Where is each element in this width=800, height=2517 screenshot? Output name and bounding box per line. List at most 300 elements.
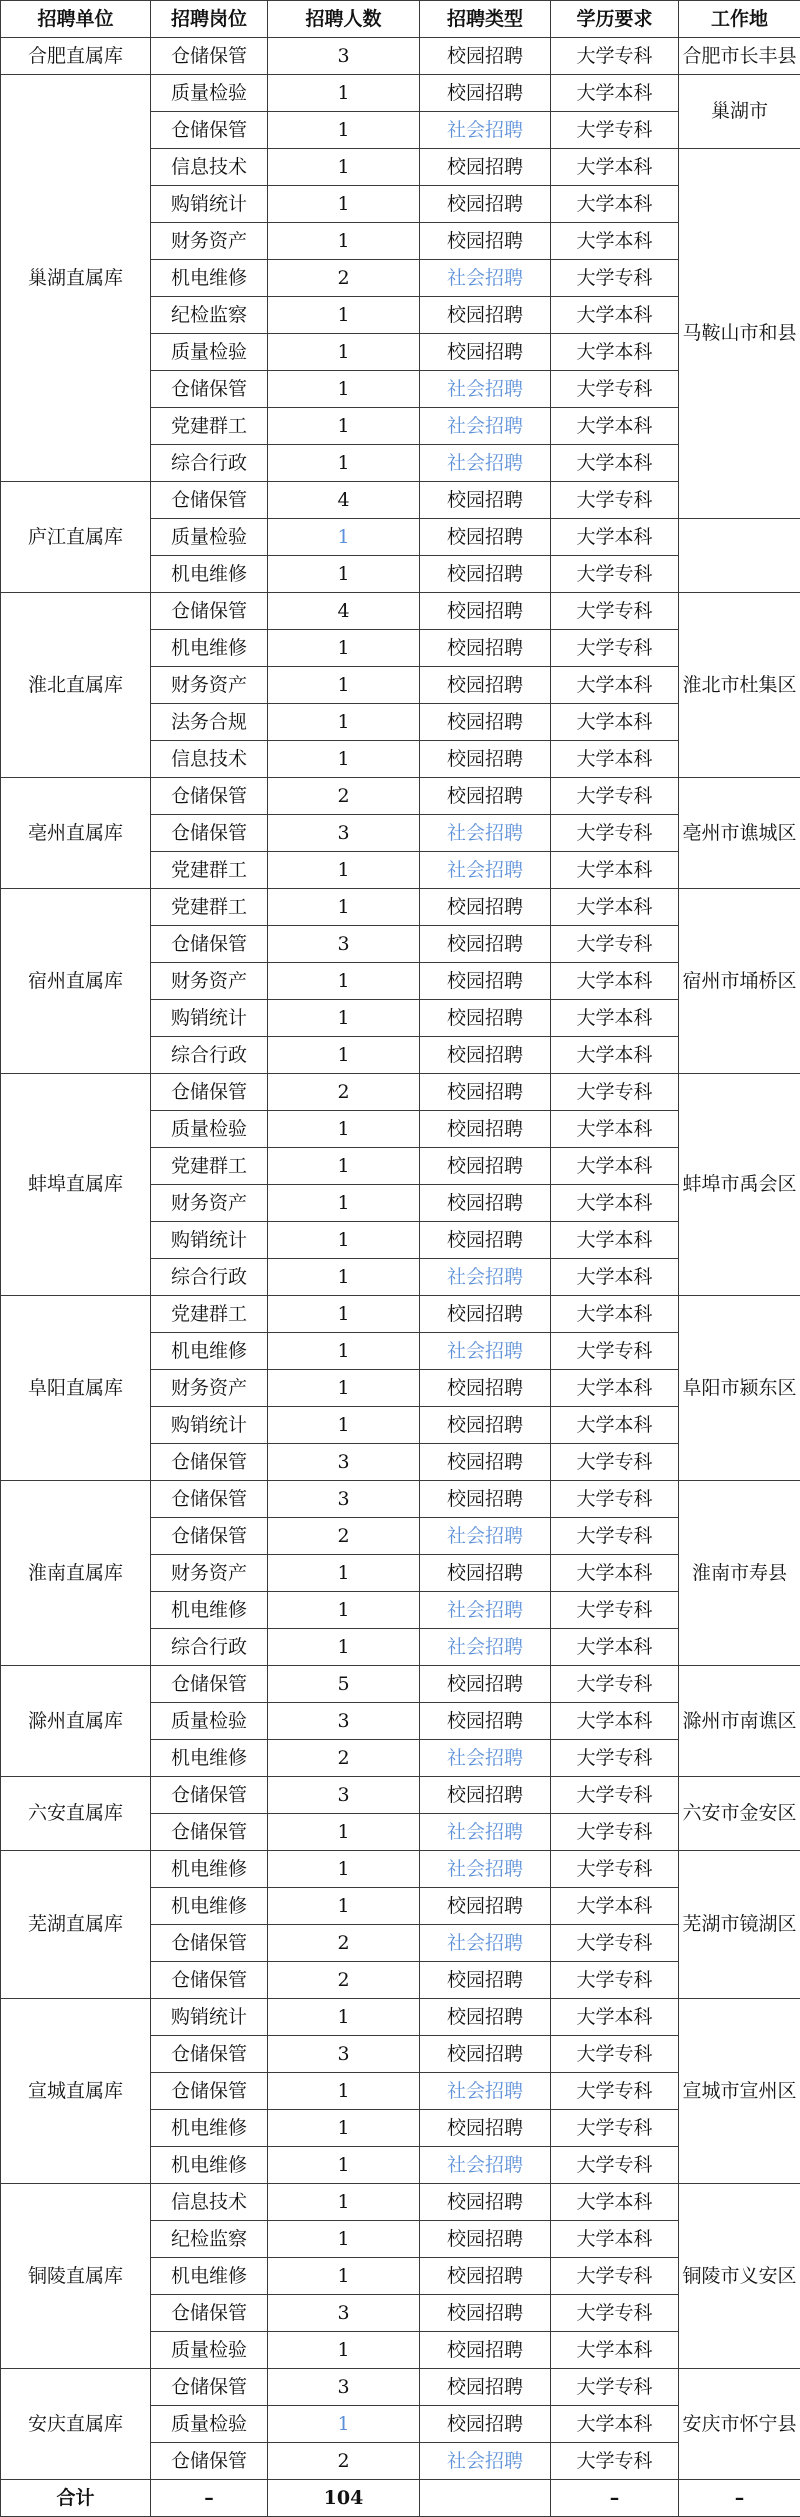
type-cell: 校园招聘 <box>420 1296 551 1333</box>
type-cell: 社会招聘 <box>420 1851 551 1888</box>
education-cell: 大学本科 <box>551 1296 679 1333</box>
type-cell: 校园招聘 <box>420 1703 551 1740</box>
count-cell: 1 <box>268 1111 420 1148</box>
education-cell: 大学专科 <box>551 2295 679 2332</box>
education-cell: 大学本科 <box>551 1407 679 1444</box>
education-cell: 大学专科 <box>551 2147 679 2184</box>
count-cell: 4 <box>268 482 420 519</box>
education-cell: 大学专科 <box>551 1851 679 1888</box>
education-cell: 大学本科 <box>551 334 679 371</box>
count-cell: 3 <box>268 2369 420 2406</box>
education-cell: 大学专科 <box>551 1444 679 1481</box>
education-cell: 大学专科 <box>551 1962 679 1999</box>
post-cell: 购销统计 <box>151 1999 268 2036</box>
count-cell: 3 <box>268 2295 420 2332</box>
post-cell: 机电维修 <box>151 260 268 297</box>
type-cell: 社会招聘 <box>420 408 551 445</box>
unit-cell: 宿州直属库 <box>1 889 151 1074</box>
education-cell: 大学专科 <box>551 593 679 630</box>
type-cell: 校园招聘 <box>420 667 551 704</box>
type-cell: 社会招聘 <box>420 1814 551 1851</box>
count-cell: 3 <box>268 2036 420 2073</box>
table-body <box>1 38 800 2480</box>
post-cell: 法务合规 <box>151 704 268 741</box>
location-cell: 蚌埠市禹会区 <box>679 1074 800 1296</box>
education-cell: 大学专科 <box>551 260 679 297</box>
count-cell: 3 <box>268 1703 420 1740</box>
type-cell: 校园招聘 <box>420 593 551 630</box>
post-cell: 仓储保管 <box>151 38 268 75</box>
unit-cell: 巢湖直属库 <box>1 75 151 482</box>
header-post: 招聘岗位 <box>151 1 268 38</box>
total-count: 104 <box>268 2480 420 2517</box>
type-cell: 校园招聘 <box>420 149 551 186</box>
post-cell: 综合行政 <box>151 445 268 482</box>
type-cell: 校园招聘 <box>420 186 551 223</box>
header-unit: 招聘单位 <box>1 1 151 38</box>
unit-cell: 安庆直属库 <box>1 2369 151 2480</box>
post-cell: 党建群工 <box>151 408 268 445</box>
count-cell: 1 <box>268 1148 420 1185</box>
count-cell: 4 <box>268 593 420 630</box>
education-cell: 大学专科 <box>551 1518 679 1555</box>
education-cell: 大学本科 <box>551 223 679 260</box>
post-cell: 仓储保管 <box>151 2369 268 2406</box>
unit-cell: 阜阳直属库 <box>1 1296 151 1481</box>
education-cell: 大学专科 <box>551 630 679 667</box>
education-cell: 大学本科 <box>551 1259 679 1296</box>
count-cell: 1 <box>268 1407 420 1444</box>
post-cell: 质量检验 <box>151 75 268 112</box>
count-cell: 1 <box>268 1333 420 1370</box>
total-label: 合计 <box>1 2480 151 2517</box>
education-cell: 大学专科 <box>551 482 679 519</box>
education-cell: 大学专科 <box>551 2036 679 2073</box>
type-cell: 校园招聘 <box>420 889 551 926</box>
count-cell: 1 <box>268 2073 420 2110</box>
post-cell: 购销统计 <box>151 1000 268 1037</box>
education-cell: 大学本科 <box>551 1888 679 1925</box>
count-cell: 2 <box>268 1074 420 1111</box>
education-cell: 大学本科 <box>551 2221 679 2258</box>
education-cell: 大学本科 <box>551 149 679 186</box>
count-cell: 2 <box>268 1740 420 1777</box>
count-cell: 1 <box>268 1185 420 1222</box>
location-cell: 淮北市杜集区 <box>679 593 800 778</box>
count-cell: 3 <box>268 1444 420 1481</box>
count-cell: 2 <box>268 1962 420 1999</box>
post-cell: 综合行政 <box>151 1037 268 1074</box>
type-cell: 校园招聘 <box>420 2295 551 2332</box>
type-cell: 社会招聘 <box>420 371 551 408</box>
count-cell: 1 <box>268 2184 420 2221</box>
type-cell: 校园招聘 <box>420 2369 551 2406</box>
count-cell: 1 <box>268 2258 420 2295</box>
post-cell: 信息技术 <box>151 149 268 186</box>
post-cell: 纪检监察 <box>151 297 268 334</box>
education-cell: 大学本科 <box>551 1148 679 1185</box>
type-cell: 校园招聘 <box>420 926 551 963</box>
type-cell: 社会招聘 <box>420 1333 551 1370</box>
education-cell: 大学专科 <box>551 112 679 149</box>
type-cell: 校园招聘 <box>420 519 551 556</box>
post-cell: 仓储保管 <box>151 593 268 630</box>
education-cell: 大学本科 <box>551 889 679 926</box>
location-cell: 六安市金安区 <box>679 1777 800 1851</box>
type-cell: 社会招聘 <box>420 2147 551 2184</box>
education-cell: 大学本科 <box>551 186 679 223</box>
type-cell: 社会招聘 <box>420 815 551 852</box>
unit-cell: 亳州直属库 <box>1 778 151 889</box>
education-cell: 大学专科 <box>551 1592 679 1629</box>
post-cell: 综合行政 <box>151 1629 268 1666</box>
count-cell: 1 <box>268 963 420 1000</box>
post-cell: 财务资产 <box>151 963 268 1000</box>
table-row <box>1 1999 800 2036</box>
type-cell: 社会招聘 <box>420 1518 551 1555</box>
unit-cell: 芜湖直属库 <box>1 1851 151 1999</box>
education-cell: 大学专科 <box>551 2258 679 2295</box>
post-cell: 仓储保管 <box>151 1518 268 1555</box>
type-cell: 校园招聘 <box>420 630 551 667</box>
post-cell: 仓储保管 <box>151 1074 268 1111</box>
location-cell: 宣城市宣州区 <box>679 1999 800 2184</box>
location-cell: 淮南市寿县 <box>679 1481 800 1666</box>
header-count: 招聘人数 <box>268 1 420 38</box>
type-cell: 社会招聘 <box>420 445 551 482</box>
post-cell: 购销统计 <box>151 1222 268 1259</box>
count-cell: 1 <box>268 223 420 260</box>
post-cell: 仓储保管 <box>151 482 268 519</box>
count-cell: 1 <box>268 1296 420 1333</box>
type-cell: 校园招聘 <box>420 778 551 815</box>
type-cell: 校园招聘 <box>420 1888 551 1925</box>
post-cell: 仓储保管 <box>151 112 268 149</box>
count-cell: 1 <box>268 1555 420 1592</box>
location-cell: 芜湖市镜湖区 <box>679 1851 800 1999</box>
post-cell: 党建群工 <box>151 1148 268 1185</box>
type-cell: 校园招聘 <box>420 334 551 371</box>
count-cell: 1 <box>268 2406 420 2443</box>
education-cell: 大学本科 <box>551 741 679 778</box>
post-cell: 仓储保管 <box>151 2295 268 2332</box>
table-row <box>1 2369 800 2406</box>
location-cell: 宿州市埇桥区 <box>679 889 800 1074</box>
count-cell: 1 <box>268 519 420 556</box>
type-cell: 校园招聘 <box>420 2184 551 2221</box>
count-cell: 1 <box>268 2332 420 2369</box>
type-cell: 校园招聘 <box>420 1481 551 1518</box>
table-row <box>1 778 800 815</box>
post-cell: 党建群工 <box>151 1296 268 1333</box>
education-cell: 大学本科 <box>551 297 679 334</box>
post-cell: 机电维修 <box>151 1592 268 1629</box>
unit-cell: 淮北直属库 <box>1 593 151 778</box>
type-cell: 校园招聘 <box>420 75 551 112</box>
type-cell: 校园招聘 <box>420 704 551 741</box>
count-cell: 2 <box>268 1925 420 1962</box>
education-cell: 大学本科 <box>551 519 679 556</box>
table-row <box>1 1777 800 1814</box>
count-cell: 1 <box>268 1259 420 1296</box>
count-cell: 1 <box>268 2221 420 2258</box>
education-cell: 大学专科 <box>551 1814 679 1851</box>
type-cell: 校园招聘 <box>420 297 551 334</box>
post-cell: 机电维修 <box>151 630 268 667</box>
type-cell: 校园招聘 <box>420 1999 551 2036</box>
location-cell: 安庆市怀宁县 <box>679 2369 800 2480</box>
post-cell: 购销统计 <box>151 1407 268 1444</box>
unit-cell: 合肥直属库 <box>1 38 151 75</box>
education-cell: 大学本科 <box>551 1370 679 1407</box>
count-cell: 1 <box>268 334 420 371</box>
location-cell: 阜阳市颍东区 <box>679 1296 800 1481</box>
count-cell: 1 <box>268 741 420 778</box>
post-cell: 仓储保管 <box>151 1666 268 1703</box>
post-cell: 仓储保管 <box>151 1777 268 1814</box>
count-cell: 1 <box>268 408 420 445</box>
count-cell: 1 <box>268 371 420 408</box>
type-cell: 社会招聘 <box>420 1740 551 1777</box>
count-cell: 2 <box>268 778 420 815</box>
count-cell: 2 <box>268 2443 420 2480</box>
education-cell: 大学本科 <box>551 445 679 482</box>
post-cell: 仓储保管 <box>151 815 268 852</box>
type-cell: 校园招聘 <box>420 1111 551 1148</box>
type-cell: 社会招聘 <box>420 112 551 149</box>
type-cell: 校园招聘 <box>420 1074 551 1111</box>
post-cell: 质量检验 <box>151 2332 268 2369</box>
post-cell: 财务资产 <box>151 1555 268 1592</box>
unit-cell: 六安直属库 <box>1 1777 151 1851</box>
education-cell: 大学本科 <box>551 1222 679 1259</box>
post-cell: 仓储保管 <box>151 1444 268 1481</box>
count-cell: 3 <box>268 38 420 75</box>
count-cell: 1 <box>268 1888 420 1925</box>
count-cell: 1 <box>268 2110 420 2147</box>
count-cell: 1 <box>268 1037 420 1074</box>
type-cell: 校园招聘 <box>420 2110 551 2147</box>
count-cell: 3 <box>268 1777 420 1814</box>
type-cell: 校园招聘 <box>420 2036 551 2073</box>
table-row <box>1 38 800 75</box>
type-cell: 社会招聘 <box>420 852 551 889</box>
type-cell: 校园招聘 <box>420 1037 551 1074</box>
table-row <box>1 1851 800 1888</box>
count-cell: 2 <box>268 1518 420 1555</box>
education-cell: 大学本科 <box>551 2332 679 2369</box>
education-cell: 大学专科 <box>551 2110 679 2147</box>
type-cell: 校园招聘 <box>420 963 551 1000</box>
total-post: – <box>151 2480 268 2517</box>
type-cell: 校园招聘 <box>420 1777 551 1814</box>
type-cell: 社会招聘 <box>420 1592 551 1629</box>
post-cell: 机电维修 <box>151 2147 268 2184</box>
count-cell: 1 <box>268 1000 420 1037</box>
header-education: 学历要求 <box>551 1 679 38</box>
education-cell: 大学本科 <box>551 2406 679 2443</box>
count-cell: 5 <box>268 1666 420 1703</box>
count-cell: 1 <box>268 112 420 149</box>
type-cell: 校园招聘 <box>420 2221 551 2258</box>
table-row <box>1 1074 800 1111</box>
education-cell: 大学专科 <box>551 1777 679 1814</box>
count-cell: 1 <box>268 1851 420 1888</box>
unit-cell: 滁州直属库 <box>1 1666 151 1777</box>
count-cell: 1 <box>268 445 420 482</box>
total-row <box>1 2480 800 2517</box>
location-cell: 巢湖市 <box>679 75 800 149</box>
table-row <box>1 1481 800 1518</box>
education-cell: 大学专科 <box>551 1333 679 1370</box>
type-cell: 校园招聘 <box>420 556 551 593</box>
education-cell: 大学本科 <box>551 75 679 112</box>
count-cell: 1 <box>268 75 420 112</box>
count-cell: 1 <box>268 889 420 926</box>
type-cell: 社会招聘 <box>420 1629 551 1666</box>
post-cell: 仓储保管 <box>151 371 268 408</box>
count-cell: 1 <box>268 1629 420 1666</box>
type-cell: 校园招聘 <box>420 2332 551 2369</box>
type-cell: 校园招聘 <box>420 223 551 260</box>
post-cell: 仓储保管 <box>151 2073 268 2110</box>
post-cell: 财务资产 <box>151 1370 268 1407</box>
location-cell: 合肥市长丰县 <box>679 38 800 75</box>
count-cell: 2 <box>268 260 420 297</box>
type-cell: 校园招聘 <box>420 741 551 778</box>
total-education: – <box>551 2480 679 2517</box>
unit-cell: 淮南直属库 <box>1 1481 151 1666</box>
count-cell: 1 <box>268 667 420 704</box>
post-cell: 机电维修 <box>151 2258 268 2295</box>
type-cell: 校园招聘 <box>420 38 551 75</box>
education-cell: 大学本科 <box>551 704 679 741</box>
count-cell: 1 <box>268 1814 420 1851</box>
post-cell: 仓储保管 <box>151 2036 268 2073</box>
post-cell: 仓储保管 <box>151 1962 268 1999</box>
type-cell: 社会招聘 <box>420 2073 551 2110</box>
education-cell: 大学专科 <box>551 1074 679 1111</box>
unit-cell: 蚌埠直属库 <box>1 1074 151 1296</box>
education-cell: 大学本科 <box>551 1111 679 1148</box>
post-cell: 仓储保管 <box>151 2443 268 2480</box>
table-row <box>1 1296 800 1333</box>
type-cell: 校园招聘 <box>420 1185 551 1222</box>
table-header-row <box>1 1 800 38</box>
type-cell: 社会招聘 <box>420 1259 551 1296</box>
count-cell: 1 <box>268 852 420 889</box>
type-cell: 社会招聘 <box>420 260 551 297</box>
post-cell: 财务资产 <box>151 1185 268 1222</box>
type-cell: 校园招聘 <box>420 1962 551 1999</box>
post-cell: 纪检监察 <box>151 2221 268 2258</box>
post-cell: 党建群工 <box>151 852 268 889</box>
education-cell: 大学本科 <box>551 1000 679 1037</box>
count-cell: 3 <box>268 926 420 963</box>
post-cell: 机电维修 <box>151 1851 268 1888</box>
post-cell: 仓储保管 <box>151 926 268 963</box>
post-cell: 信息技术 <box>151 2184 268 2221</box>
count-cell: 1 <box>268 186 420 223</box>
post-cell: 仓储保管 <box>151 1814 268 1851</box>
count-cell: 3 <box>268 815 420 852</box>
education-cell: 大学本科 <box>551 408 679 445</box>
table-row <box>1 2184 800 2221</box>
education-cell: 大学本科 <box>551 1629 679 1666</box>
post-cell: 财务资产 <box>151 223 268 260</box>
education-cell: 大学专科 <box>551 2073 679 2110</box>
table-row <box>1 889 800 926</box>
total-location: – <box>679 2480 800 2517</box>
post-cell: 综合行政 <box>151 1259 268 1296</box>
count-cell: 1 <box>268 630 420 667</box>
post-cell: 质量检验 <box>151 334 268 371</box>
location-cell: 滁州市南谯区 <box>679 1666 800 1777</box>
post-cell: 机电维修 <box>151 556 268 593</box>
education-cell: 大学专科 <box>551 1666 679 1703</box>
education-cell: 大学专科 <box>551 778 679 815</box>
post-cell: 党建群工 <box>151 889 268 926</box>
type-cell: 校园招聘 <box>420 2258 551 2295</box>
education-cell: 大学本科 <box>551 1037 679 1074</box>
education-cell: 大学专科 <box>551 1481 679 1518</box>
education-cell: 大学专科 <box>551 556 679 593</box>
count-cell: 1 <box>268 1592 420 1629</box>
education-cell: 大学专科 <box>551 1740 679 1777</box>
education-cell: 大学专科 <box>551 2443 679 2480</box>
table-row <box>1 593 800 630</box>
education-cell: 大学专科 <box>551 38 679 75</box>
type-cell: 校园招聘 <box>420 1148 551 1185</box>
post-cell: 质量检验 <box>151 1111 268 1148</box>
count-cell: 1 <box>268 1222 420 1259</box>
type-cell: 校园招聘 <box>420 1407 551 1444</box>
education-cell: 大学专科 <box>551 2369 679 2406</box>
post-cell: 仓储保管 <box>151 778 268 815</box>
type-cell: 校园招聘 <box>420 1444 551 1481</box>
type-cell: 校园招聘 <box>420 1000 551 1037</box>
post-cell: 质量检验 <box>151 1703 268 1740</box>
count-cell: 1 <box>268 149 420 186</box>
header-location: 工作地 <box>679 1 800 38</box>
post-cell: 财务资产 <box>151 667 268 704</box>
education-cell: 大学专科 <box>551 926 679 963</box>
location-cell: 马鞍山市和县 <box>679 149 800 519</box>
education-cell: 大学专科 <box>551 371 679 408</box>
post-cell: 质量检验 <box>151 519 268 556</box>
table-row <box>1 75 800 112</box>
table-row <box>1 1666 800 1703</box>
post-cell: 机电维修 <box>151 1333 268 1370</box>
count-cell: 1 <box>268 2147 420 2184</box>
count-cell: 1 <box>268 1370 420 1407</box>
type-cell: 校园招聘 <box>420 482 551 519</box>
post-cell: 机电维修 <box>151 2110 268 2147</box>
post-cell: 信息技术 <box>151 741 268 778</box>
post-cell: 质量检验 <box>151 2406 268 2443</box>
type-cell: 校园招聘 <box>420 1555 551 1592</box>
count-cell: 1 <box>268 704 420 741</box>
unit-cell: 铜陵直属库 <box>1 2184 151 2369</box>
type-cell: 校园招聘 <box>420 1370 551 1407</box>
education-cell: 大学本科 <box>551 963 679 1000</box>
total-type <box>420 2480 551 2517</box>
post-cell: 仓储保管 <box>151 1481 268 1518</box>
education-cell: 大学本科 <box>551 1703 679 1740</box>
unit-cell: 庐江直属库 <box>1 482 151 593</box>
type-cell: 校园招聘 <box>420 1666 551 1703</box>
education-cell: 大学本科 <box>551 1999 679 2036</box>
